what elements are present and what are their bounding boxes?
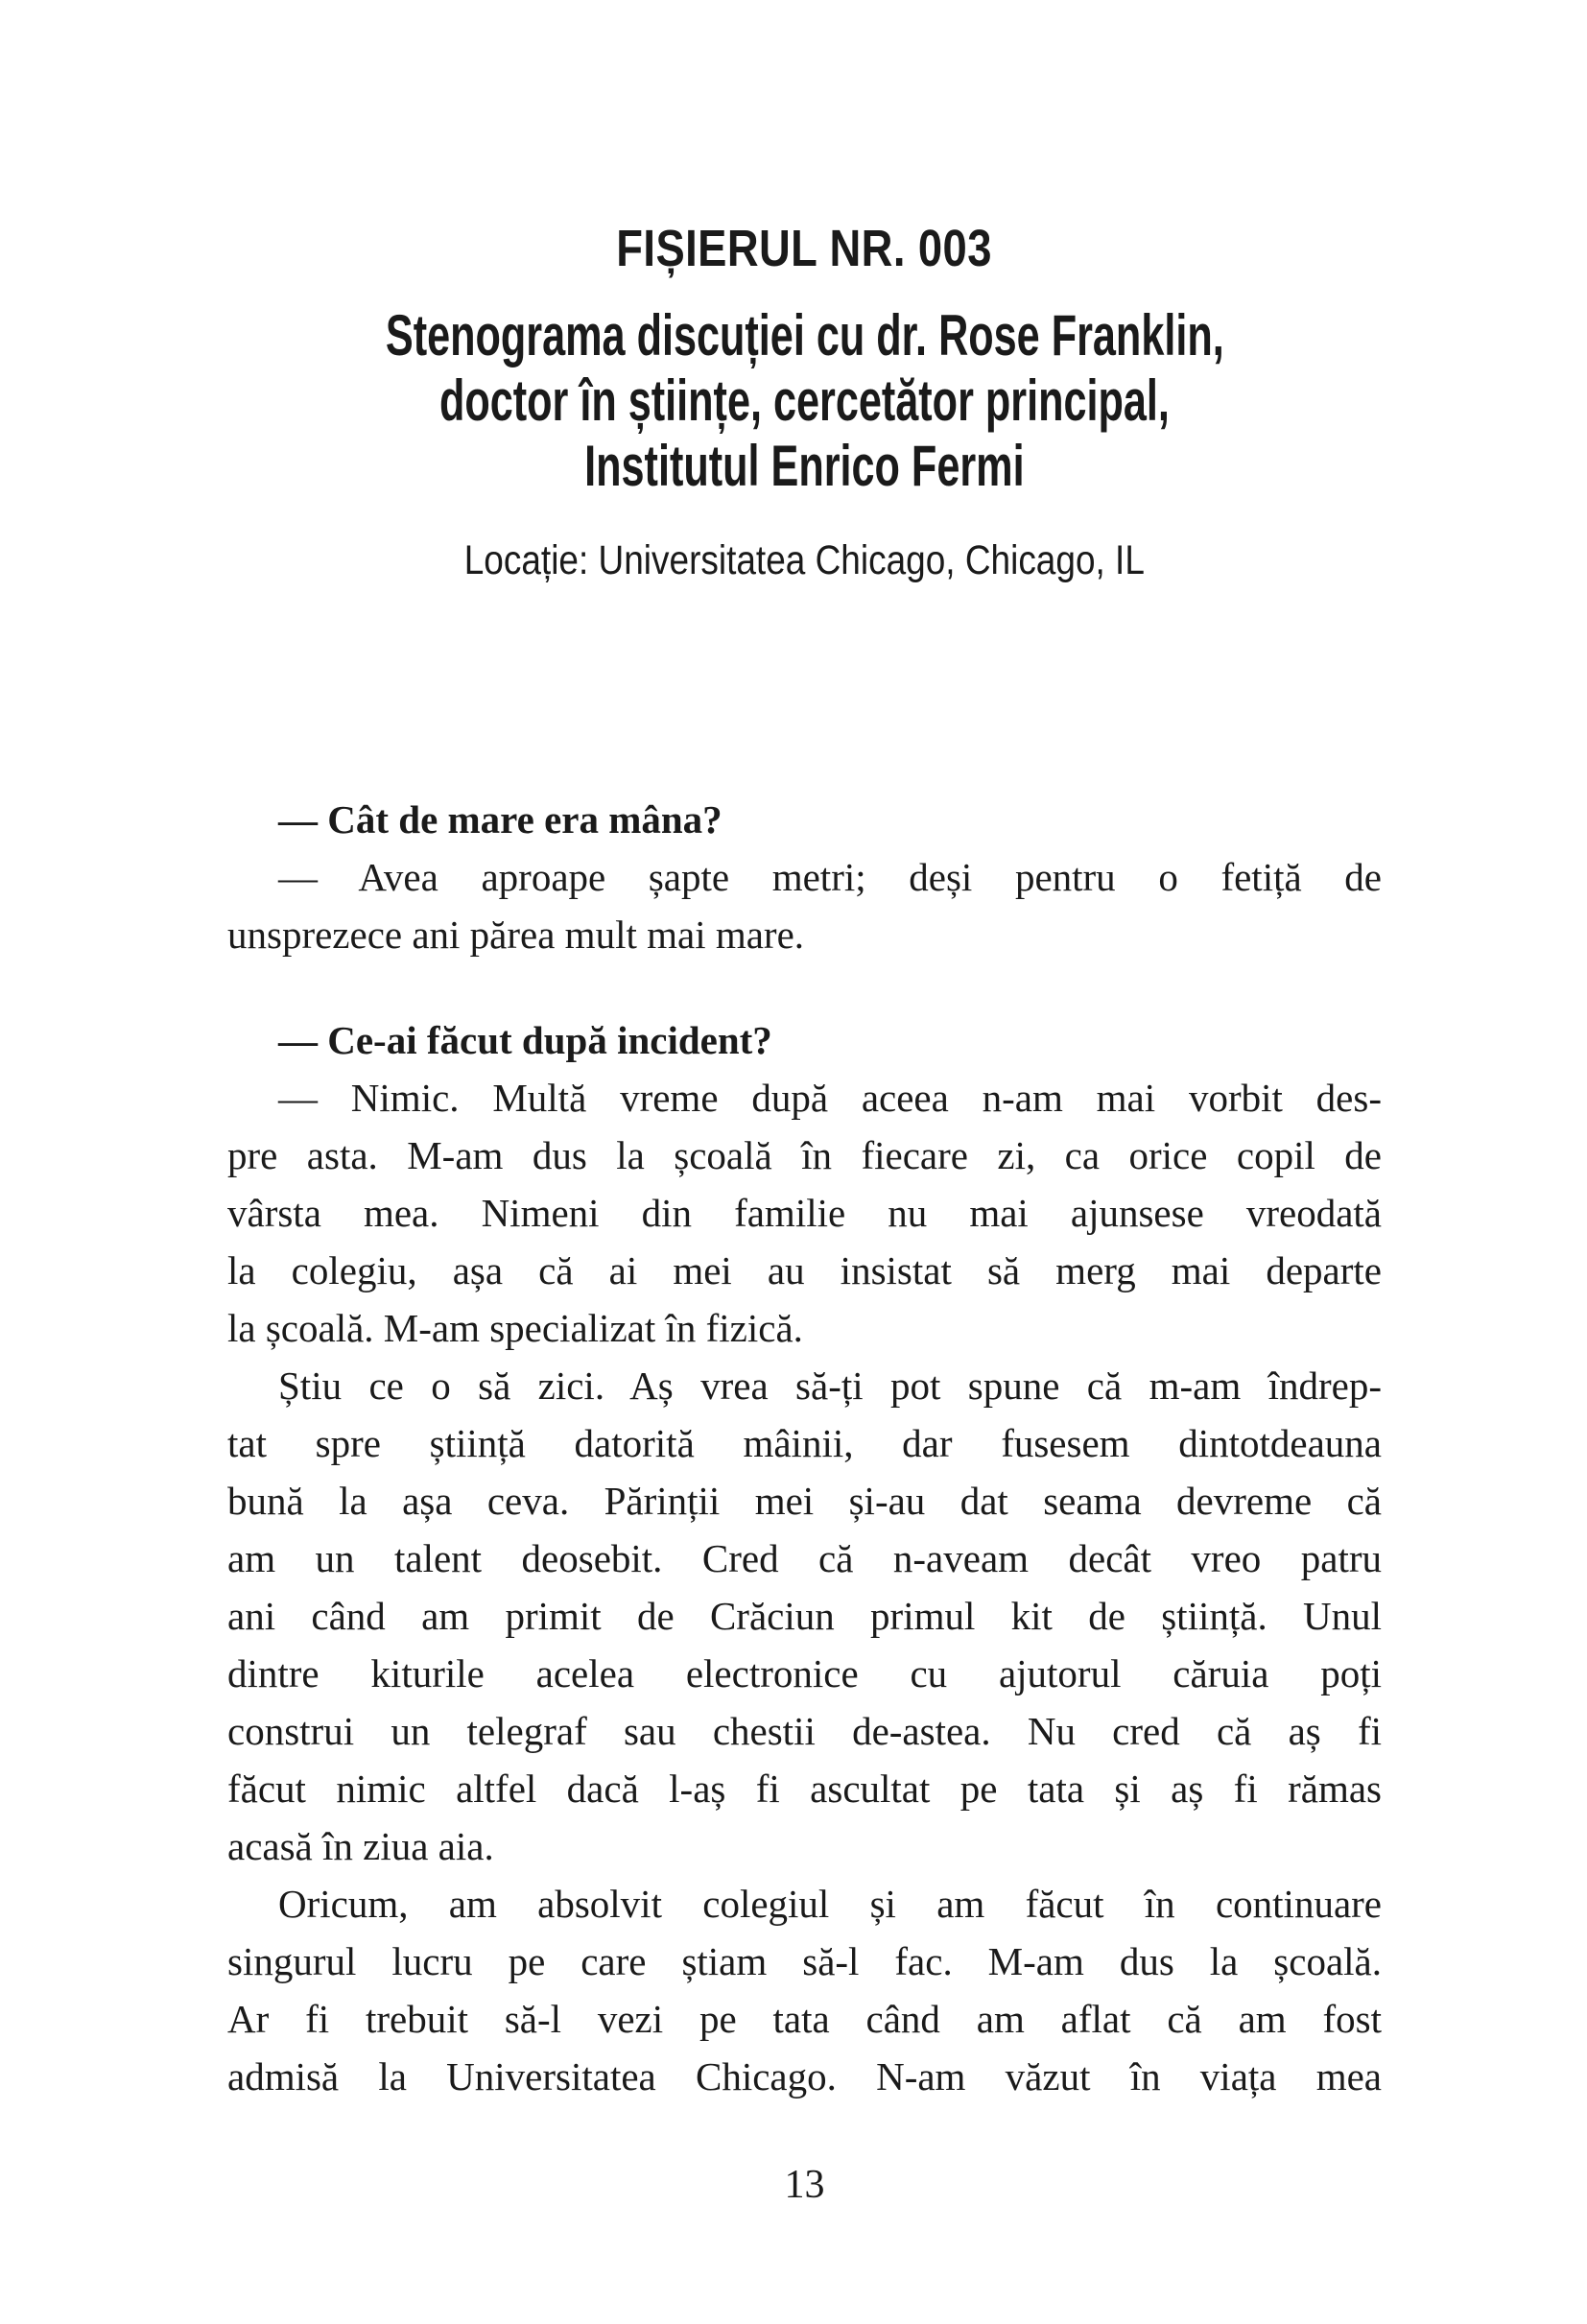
- text-line: — Avea aproape șapte metri; deși pentru o fetiță de: [278, 855, 1382, 899]
- file-header-text: FIȘIERUL NR. 003: [616, 220, 993, 277]
- title-line-2: doctor în științe, cercetător principal,: [439, 368, 1170, 433]
- text-line: dintre kiturile acelea electronice cu ajutorul căruia poți: [227, 1651, 1382, 1696]
- text-line: vârsta mea. Nimeni din familie nu mai ajunsese vreodată: [227, 1191, 1382, 1235]
- text-line: acasă în ziua aia.: [227, 1824, 494, 1868]
- chapter-title: [227, 303, 1382, 499]
- text-line: unsprezece ani părea mult mai mare.: [227, 913, 805, 957]
- text-line: am un talent deosebit. Cred că n-aveam decât vreo patru: [227, 1536, 1382, 1580]
- body-text: [227, 791, 1382, 2105]
- text-line: la școală. M-am specializat în fizică.: [227, 1306, 803, 1350]
- page-content: [227, 0, 1382, 2209]
- location-subtitle-text: Locație: Universitatea Chicago, Chicago, IL: [463, 537, 1146, 583]
- title-line-1: Stenograma discuției cu dr. Rose Franklin,: [385, 303, 1224, 368]
- text-line: construi un telegraf sau chestii de-astea. Nu cred că aș fi: [227, 1709, 1382, 1753]
- text-line: bună la așa ceva. Părinții mei și-au dat seama devreme că: [227, 1479, 1382, 1523]
- text-line: Oricum, am absolvit colegiul și am făcut în continuare: [278, 1882, 1382, 1926]
- text-line: la colegiu, așa că ai mei au insistat să merg mai departe: [227, 1248, 1382, 1292]
- text-line: tat spre știință datorită mâinii, dar fusesem dintotdeauna: [227, 1421, 1382, 1465]
- location-subtitle: [227, 534, 1382, 587]
- text-line: singurul lucru pe care știam să-l fac. M-am dus la școală.: [227, 1939, 1382, 1983]
- text-line: Știu ce o să zici. Aș vrea să-ți pot spune că m-am îndrep-: [278, 1364, 1382, 1408]
- text-line: — Nimic. Multă vreme după aceea n-am mai vorbit des-: [278, 1076, 1382, 1120]
- text-line: — Ce-ai făcut după incident?: [278, 1018, 772, 1062]
- text-line: Ar fi trebuit să-l vezi pe tata când am aflat că am fost: [227, 1997, 1382, 2041]
- page-number: 13: [784, 2163, 825, 2207]
- text-line: pre asta. M-am dus la școală în fiecare zi, ca orice copil de: [227, 1133, 1382, 1177]
- title-line-3: Institutul Enrico Fermi: [584, 434, 1025, 498]
- file-header: [227, 219, 1382, 278]
- text-line: ani când am primit de Crăciun primul kit de știință. Unul: [227, 1594, 1382, 1638]
- text-line: făcut nimic altfel dacă l-aș fi ascultat pe tata și aș fi rămas: [227, 1767, 1382, 1811]
- text-line: — Cât de mare era mâna?: [278, 797, 722, 842]
- text-line: admisă la Universitatea Chicago. N-am văzut în viața mea: [227, 2054, 1382, 2099]
